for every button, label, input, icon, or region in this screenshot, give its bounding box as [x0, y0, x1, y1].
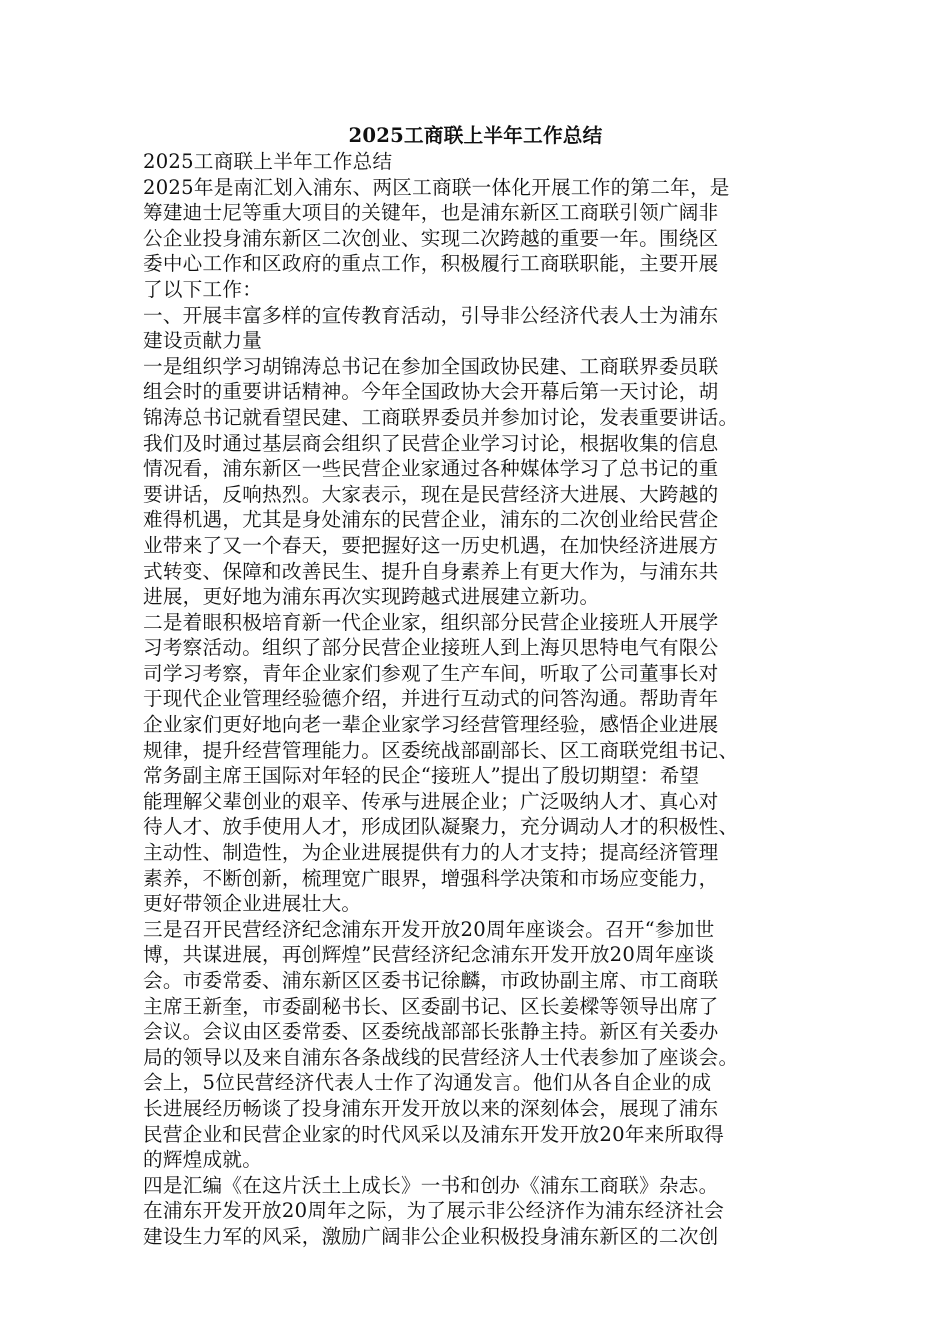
text-line: 一是组织学习胡锦涛总书记在参加全国政协民建、工商联界委员联 — [143, 354, 719, 378]
paragraph — [143, 175, 808, 303]
text-line: 委中心工作和区政府的重点工作，积极履行工商联职能，主要开展 — [143, 252, 719, 276]
text-line: 在浦东开发开放20周年之际，为了展示非公经济作为浦东经济社会 — [143, 1199, 725, 1223]
text-line: 会议。会议由区委常委、区委统战部部长张静主持。新区有关委办 — [143, 1020, 719, 1044]
text-line: 三是召开民营经济纪念浦东开发开放20周年座谈会。召开“参加世 — [143, 917, 715, 941]
text-line: 2025年是南汇划入浦东、两区工商联一体化开展工作的第二年，是 — [143, 175, 730, 199]
paragraph — [143, 303, 808, 354]
text-line: 筹建迪士尼等重大项目的关键年，也是浦东新区工商联引领广阔非 — [143, 201, 719, 225]
text-line: 建设生力军的风采，激励广阔非公企业积极投身浦东新区的二次创 — [143, 1224, 719, 1248]
text-line: 民营企业和民营企业家的时代风采以及浦东开发开放20年来所取得 — [143, 1122, 725, 1146]
text-line: 主动性、制造性，为企业进展提供有力的人才支持；提高经济管理 — [143, 841, 719, 865]
paragraph — [143, 917, 808, 1173]
paragraph — [143, 610, 808, 917]
text-line: 四是汇编《在这片沃土上成长》一书和创办《浦东工商联》杂志。 — [143, 1173, 719, 1197]
text-line: 会上，5位民营经济代表人士作了沟通发言。他们从各自企业的成 — [143, 1071, 712, 1095]
text-line: 企业家们更好地向老一辈企业家学习经营管理经验，感悟企业进展 — [143, 713, 719, 737]
text-line: 会。市委常委、浦东新区区委书记徐麟，市政协副主席、市工商联 — [143, 969, 719, 992]
text-line: 待人才、放手使用人才，形成团队凝聚力，充分调动人才的积极性、 — [143, 815, 739, 839]
text-line: 于现代企业管理经验德介绍，并进行互动式的问答沟通。帮助青年 — [143, 687, 719, 711]
document-title: 2025工商联上半年工作总结 — [348, 124, 603, 147]
text-line: 建设贡献力量 — [143, 329, 263, 353]
text-line: 局的领导以及来自浦东各条战线的民营经济人士代表参加了座谈会。 — [143, 1045, 739, 1069]
text-line: 能理解父辈创业的艰辛、传承与进展企业；广泛吸纳人才、真心对 — [143, 789, 719, 813]
text-line: 习考察活动。组织了部分民营企业接班人到上海贝思特电气有限公 — [143, 636, 719, 660]
text-line: 情况看，浦东新区一些民营企业家通过各种媒体学习了总书记的重 — [143, 457, 719, 481]
paragraph — [143, 354, 808, 610]
text-line: 组会时的重要讲话精神。今年全国政协大会开幕后第一天讨论，胡 — [143, 380, 719, 404]
text-line: 公企业投身浦东新区二次创业、实现二次跨越的重要一年。围绕区 — [143, 226, 719, 250]
text-line: 主席王新奎，市委副秘书长、区委副书记、区长姜樑等领导出席了 — [143, 994, 719, 1018]
text-line: 的辉煌成就。 — [143, 1148, 263, 1172]
document-page — [143, 122, 808, 1250]
document-body — [143, 149, 808, 1250]
text-line: 难得机遇，尤其是身处浦东的民营企业，浦东的二次创业给民营企 — [143, 508, 719, 532]
text-line: 常务副主席王国际对年轻的民企“接班人”提出了殷切期望：希望 — [143, 764, 700, 788]
text-line: 更好带领企业进展壮大。 — [143, 892, 362, 916]
paragraph — [143, 1173, 808, 1250]
text-line: 进展，更好地为浦东再次实现跨越式进展建立新功。 — [143, 585, 600, 609]
text-line: 司学习考察，青年企业家们参观了生产车间，听取了公司董事长对 — [143, 661, 719, 685]
text-line: 2025工商联上半年工作总结 — [143, 150, 393, 173]
paragraph — [143, 149, 808, 175]
text-line: 素养，不断创新，梳理宽广眼界，增强科学决策和市场应变能力， — [143, 866, 719, 890]
text-line: 式转变、保障和改善民生、提升自身素养上有更大作为，与浦东共 — [143, 559, 719, 583]
text-line: 博，共谋进展，再创辉煌”民营经济纪念浦东开发开放20周年座谈 — [143, 943, 715, 967]
text-line: 锦涛总书记就看望民建、工商联界委员并参加讨论，发表重要讲话。 — [143, 405, 739, 429]
text-line: 业带来了又一个春天，要把握好这一历史机遇，在加快经济进展方 — [143, 533, 719, 557]
text-line: 二是着眼积极培育新一代企业家，组织部分民营企业接班人开展学 — [143, 610, 719, 634]
text-line: 长进展经历畅谈了投身浦东开发开放以来的深刻体会，展现了浦东 — [143, 1096, 719, 1120]
text-line: 了以下工作： — [143, 277, 263, 301]
text-line: 我们及时通过基层商会组织了民营企业学习讨论，根据收集的信息 — [143, 431, 719, 455]
text-line: 要讲话，反响热烈。大家表示，现在是民营经济大进展、大跨越的 — [143, 482, 719, 506]
text-line: 规律，提升经营管理能力。区委统战部副部长、区工商联党组书记、 — [143, 738, 739, 762]
text-line: 一、开展丰富多样的宣传教育活动，引导非公经济代表人士为浦东 — [143, 303, 719, 327]
